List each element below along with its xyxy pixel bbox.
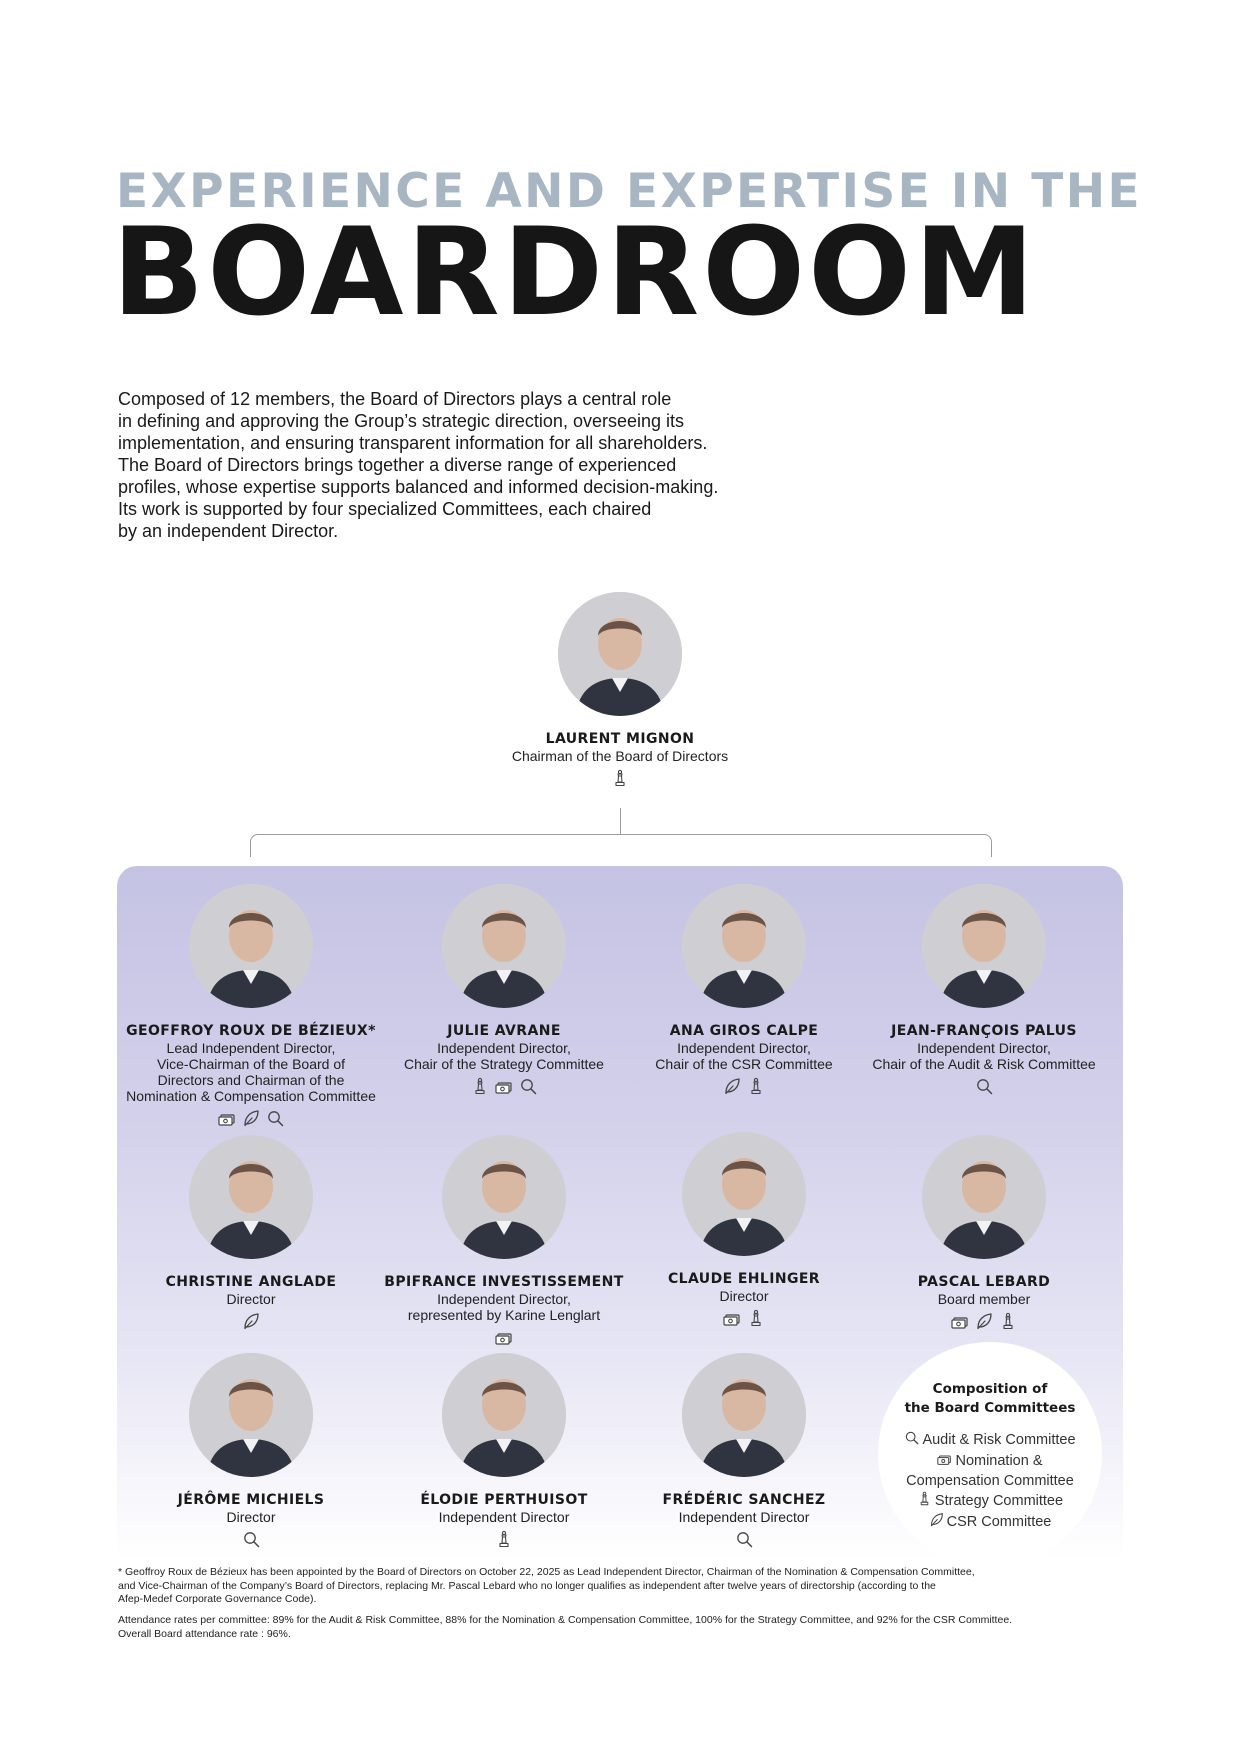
person-silhouette-icon: [189, 884, 313, 1008]
member-name: JULIE AVRANE: [447, 1023, 561, 1039]
intro-line: by an independent Director.: [118, 521, 339, 541]
magnifier-icon: [735, 1530, 753, 1548]
person-silhouette-icon: [922, 884, 1046, 1008]
legend-item: [878, 1472, 1102, 1491]
member-role: [609, 1040, 879, 1072]
member-card: [369, 884, 639, 1097]
member-card: [116, 884, 386, 1129]
role-line: Independent Director: [678, 1509, 810, 1525]
member-name: PASCAL LEBARD: [917, 1274, 1051, 1290]
banknotes-icon: [495, 1328, 513, 1346]
footnote-line: * Geoffroy Roux de Bézieux has been appointed by the Board of Directors on October 22, 2025 as Lead Independent Director, Chairman of the Nomination & Compensation Committee,: [118, 1566, 975, 1578]
member-portrait: [442, 1135, 566, 1259]
magnifier-icon: [266, 1109, 284, 1127]
legend-list: [878, 1430, 1102, 1533]
member-role: [849, 1040, 1119, 1072]
member-portrait: [442, 884, 566, 1008]
magnifier-icon: [975, 1077, 993, 1095]
chess-piece-icon: [999, 1312, 1017, 1330]
banknotes-icon: [951, 1312, 969, 1330]
member-name: ÉLODIE PERTHUISOT: [420, 1492, 588, 1508]
member-name: JÉRÔME MICHIELS: [177, 1492, 325, 1508]
role-line: represented by Karine Lenglart: [407, 1307, 601, 1323]
footnote-line: and Vice-Chairman of the Company’s Board of Directors, replacing Mr. Pascal Lebard who no longer qualifies as independent after twelve years of directorship (according to the: [118, 1579, 936, 1592]
person-silhouette-icon: [442, 1353, 566, 1477]
role-line: Lead Independent Director,: [166, 1040, 336, 1056]
attendance-line: Attendance rates per committee: 89% for the Audit & Risk Committee, 88% for the Nomination & Compensation Committee, 100% for the Strategy Committee, and 92% for the CSR Committee.: [118, 1614, 1013, 1626]
member-portrait: [922, 884, 1046, 1008]
committee-icons: [609, 1530, 879, 1550]
member-portrait: [682, 1132, 806, 1256]
legend-item: [878, 1430, 1102, 1451]
chess-piece-icon: [917, 1491, 932, 1512]
member-portrait: [442, 1353, 566, 1477]
org-connector-vertical: [620, 808, 621, 834]
member-card: [369, 1353, 639, 1550]
committee-icons: [849, 1077, 1119, 1097]
magnifier-icon: [519, 1077, 537, 1095]
leaf-icon: [929, 1512, 944, 1533]
chess-piece-icon: [747, 1309, 765, 1327]
chess-piece-icon: [917, 1491, 932, 1506]
member-portrait: [922, 1135, 1046, 1259]
banknotes-icon: [723, 1309, 741, 1327]
attendance-note: [118, 1614, 1128, 1641]
member-portrait: [189, 1135, 313, 1259]
member-name: GEOFFROY ROUX DE BÉZIEUX*: [126, 1023, 376, 1039]
role-line: Nomination & Compensation Committee: [126, 1088, 376, 1104]
intro-line: in defining and approving the Group’s strategic direction, overseeing its: [118, 411, 685, 431]
member-name: FRÉDÉRIC SANCHEZ: [662, 1492, 826, 1508]
role-line: Chairman of the Board of Directors: [511, 748, 729, 764]
role-line: Directors and Chairman of the: [157, 1072, 345, 1088]
person-silhouette-icon: [189, 1353, 313, 1477]
legend-item-label: Audit & Risk Committee: [922, 1432, 1076, 1448]
person-silhouette-icon: [442, 1135, 566, 1259]
person-silhouette-icon: [558, 592, 682, 716]
legend-item: [878, 1451, 1102, 1472]
chess-piece-icon: [747, 1077, 765, 1095]
member-role: [116, 1509, 386, 1525]
role-line: Independent Director,: [917, 1040, 1051, 1056]
role-line: Chair of the CSR Committee: [655, 1056, 833, 1072]
legend-title-line: Composition of: [932, 1381, 1048, 1397]
member-name: CLAUDE EHLINGER: [668, 1271, 820, 1287]
member-card: [609, 1132, 879, 1329]
member-role: [369, 1291, 639, 1323]
committee-icons: [116, 1109, 386, 1129]
role-line: Independent Director,: [677, 1040, 811, 1056]
member-card: [609, 1353, 879, 1550]
leaf-icon: [975, 1312, 993, 1330]
role-line: Independent Director: [438, 1509, 570, 1525]
chess-piece-icon: [611, 769, 629, 787]
role-line: Independent Director,: [437, 1040, 571, 1056]
person-silhouette-icon: [682, 1353, 806, 1477]
role-line: Director: [226, 1509, 276, 1525]
person-silhouette-icon: [442, 884, 566, 1008]
headline-title: BOARDROOM: [112, 202, 1038, 343]
committee-icons: [609, 1309, 879, 1329]
committee-icons: [609, 1077, 879, 1097]
legend-item-label: CSR Committee: [946, 1514, 1052, 1530]
legend-item: [878, 1512, 1102, 1533]
leaf-icon: [242, 1312, 260, 1330]
member-role: [116, 1040, 386, 1104]
member-name: JEAN-FRANÇOIS PALUS: [891, 1023, 1077, 1039]
member-card: [116, 1353, 386, 1550]
chess-piece-icon: [471, 1077, 489, 1095]
intro-paragraph: [118, 388, 798, 542]
role-line: Independent Director,: [437, 1291, 571, 1307]
role-line: Director: [226, 1291, 276, 1307]
magnifier-icon: [904, 1430, 919, 1451]
member-portrait: [682, 1353, 806, 1477]
committee-icons: [849, 1312, 1119, 1332]
intro-line: profiles, whose expertise supports balanced and informed decision-making.: [118, 477, 719, 497]
intro-line: The Board of Directors brings together a diverse range of experienced: [118, 455, 677, 475]
chess-piece-icon: [495, 1530, 513, 1548]
role-line: Chair of the Strategy Committee: [404, 1056, 604, 1072]
banknotes-icon: [495, 1077, 513, 1095]
committee-legend: [878, 1342, 1102, 1566]
committee-icons: [369, 1328, 639, 1348]
member-role: [609, 1288, 879, 1304]
chairman-role: [485, 748, 755, 764]
member-role: [369, 1509, 639, 1525]
footnote: [118, 1566, 1128, 1607]
legend-item-label: Strategy Committee: [934, 1493, 1064, 1509]
leaf-icon: [242, 1109, 260, 1127]
member-card: [609, 884, 879, 1097]
role-line: Director: [719, 1288, 769, 1304]
footnote-line: Afep-Medef Corporate Governance Code).: [118, 1593, 317, 1605]
legend-item-label: Nomination &: [955, 1453, 1043, 1469]
committee-icons: [369, 1077, 639, 1097]
member-portrait: [189, 1353, 313, 1477]
member-portrait: [189, 884, 313, 1008]
banknotes-icon: [937, 1451, 952, 1466]
legend-item-label: Compensation Committee: [906, 1473, 1074, 1489]
member-role: [116, 1291, 386, 1307]
member-card: [849, 1135, 1119, 1332]
chairman-card: [485, 592, 755, 789]
member-name: BPIFRANCE INVESTISSEMENT: [384, 1274, 624, 1290]
member-name: CHRISTINE ANGLADE: [165, 1274, 337, 1290]
role-line: Vice-Chairman of the Board of: [156, 1056, 346, 1072]
committee-icons: [116, 1312, 386, 1332]
attendance-line: Overall Board attendance rate : 96%.: [118, 1627, 291, 1640]
intro-line: implementation, and ensuring transparent information for all shareholders.: [118, 433, 708, 453]
member-card: [369, 1135, 639, 1348]
leaf-icon: [723, 1077, 741, 1095]
banknotes-icon: [937, 1451, 952, 1472]
committee-icons: [485, 769, 755, 789]
member-role: [609, 1509, 879, 1525]
person-silhouette-icon: [189, 1135, 313, 1259]
legend-title: [878, 1380, 1102, 1418]
legend-title-line: the Board Committees: [904, 1400, 1076, 1416]
headline-subtitle: EXPERIENCE AND EXPERTISE IN THE: [116, 164, 1142, 219]
leaf-icon: [929, 1512, 944, 1527]
chairman-portrait: [558, 592, 682, 716]
person-silhouette-icon: [922, 1135, 1046, 1259]
magnifier-icon: [904, 1430, 919, 1445]
person-silhouette-icon: [682, 884, 806, 1008]
committee-icons: [369, 1530, 639, 1550]
banknotes-icon: [218, 1109, 236, 1127]
committee-icons: [116, 1530, 386, 1550]
chairman-name: LAURENT MIGNON: [545, 731, 695, 747]
member-card: [116, 1135, 386, 1332]
role-line: Board member: [937, 1291, 1031, 1307]
role-line: Chair of the Audit & Risk Committee: [872, 1056, 1096, 1072]
intro-line: Composed of 12 members, the Board of Directors plays a central role: [118, 389, 672, 409]
member-role: [849, 1291, 1119, 1307]
legend-item: [878, 1491, 1102, 1512]
member-name: ANA GIROS CALPE: [669, 1023, 819, 1039]
person-silhouette-icon: [682, 1132, 806, 1256]
member-role: [369, 1040, 639, 1072]
intro-line: Its work is supported by four specialized Committees, each chaired: [118, 499, 652, 519]
org-connector-horizontal: [250, 834, 992, 857]
member-card: [849, 884, 1119, 1097]
magnifier-icon: [242, 1530, 260, 1548]
member-portrait: [682, 884, 806, 1008]
